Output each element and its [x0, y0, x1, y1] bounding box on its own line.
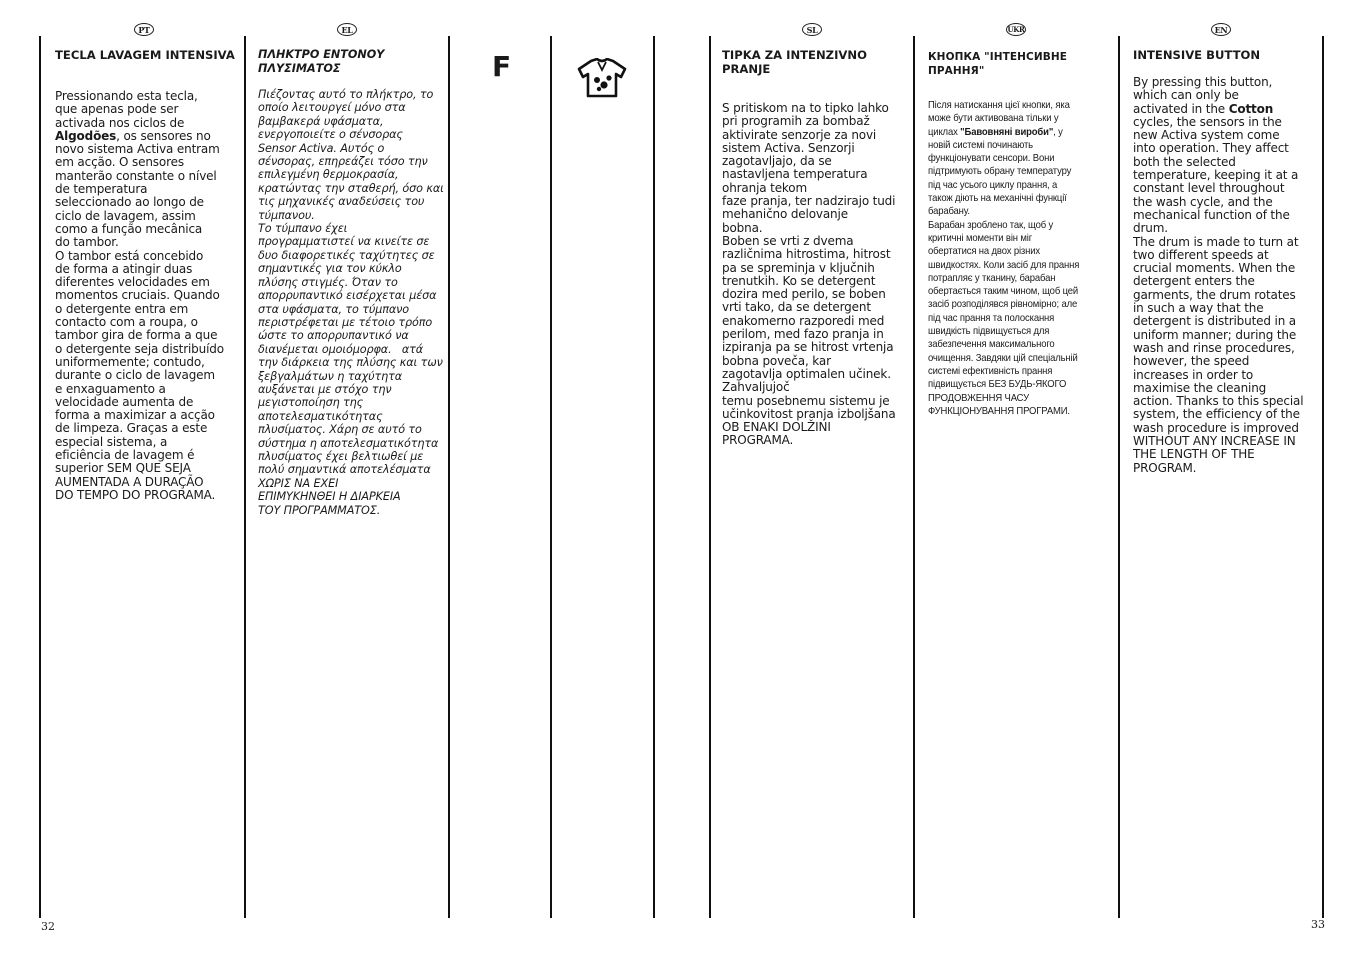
body-line: učinkovitost pranja izboljšana: [722, 406, 896, 421]
body-line: como a função mecânica: [55, 221, 203, 236]
body-line: критичні моменти він міг: [928, 232, 1033, 244]
body-line: ФУНКЦІОНУВАННЯ ПРОГРАМИ.: [928, 405, 1070, 417]
body-line: durante o ciclo de lavagem: [55, 368, 215, 383]
column-divider: [1118, 36, 1120, 918]
body-line: Πιέζοντας αυτό το πλήκτρο, το: [258, 88, 434, 101]
body-line: which can only be: [1133, 88, 1239, 103]
body-line: however, the speed: [1133, 354, 1250, 369]
body-line: faze pranja, ter nadzirajo tudi: [722, 194, 896, 209]
body-line: zagotavlja optimalen učinek.: [722, 366, 891, 381]
body-line: може бути активована тільки у: [928, 113, 1059, 125]
column-divider: [913, 36, 915, 918]
body-line: o detergente entra em: [55, 301, 189, 316]
body-line: την διάρκεια της πλύσης και των: [258, 356, 443, 370]
body-line: функціонувати сенсори. Вони: [928, 153, 1055, 165]
body-line: циклах "Бавовняні вироби", у: [928, 126, 1063, 138]
body-line: nastavljena temperatura: [722, 167, 868, 182]
body-line: in such a way that the: [1133, 301, 1264, 316]
body-line: S pritiskom na to tipko lahko: [722, 101, 889, 115]
body-line: Барабан зроблено так, щоб у: [928, 219, 1054, 231]
section-heading: TIPKA ZA INTENZIVNO PRANJE: [722, 48, 867, 76]
body-line: zagotavljajo, da se: [722, 154, 832, 169]
body-line: ώστε το απορρυπαντικό να: [258, 329, 409, 343]
column-pt: [55, 48, 237, 502]
body-line: izpiranja pa se hitrost vrtenja: [722, 340, 894, 355]
body-line: temu posebnemu sistemu je: [722, 393, 890, 408]
body-line: περιστρέφεται με τέτοιο τρόπο: [258, 315, 433, 329]
body-line: temperature, keeping it at a: [1133, 168, 1299, 183]
body-line: O tambor está concebido: [55, 248, 204, 263]
page-number-left: 32: [41, 920, 55, 933]
body-line: de forma a atingir duas: [55, 261, 193, 276]
section-heading: КНОПКА "ІНТЕНСИВНЕ ПРАННЯ": [928, 51, 1067, 77]
body-line: πλυσίματος έχει βελτιωθεί με: [258, 449, 424, 463]
body-line: dozira med perilo, se boben: [722, 287, 886, 302]
body-line: Algodões, os sensores no: [55, 128, 211, 143]
body-line: uniform manner; during the: [1133, 327, 1297, 342]
body-line: manterão constante o nível: [55, 168, 217, 183]
body-line: AUMENTADA A DURAÇÃO: [55, 474, 204, 489]
body-line: τύμπανου.: [258, 208, 315, 222]
body-line: Після натискання цієї кнопки, яка: [928, 100, 1070, 111]
body-line: diferentes velocidades em: [55, 275, 210, 290]
body-line: de limpeza. Graças a este: [55, 421, 208, 436]
body-line: crucial moments. When the: [1133, 261, 1296, 276]
body-line: wash procedure is improved: [1133, 420, 1299, 435]
body-line: απορρυπαντικό εισέρχεται μέσα: [258, 289, 437, 303]
body-line: потрапляє у тканину, барабан: [928, 272, 1056, 284]
body-line: PROGRAM.: [1133, 460, 1197, 475]
body-line: βαμβακερά υφάσματα,: [258, 114, 384, 128]
body-line: action. Thanks to this special: [1133, 394, 1304, 409]
section-heading: INTENSIVE BUTTON: [1133, 48, 1261, 62]
column-divider: [448, 36, 450, 918]
body-line: підвищується БЕЗ БУДЬ-ЯКОГО: [928, 379, 1067, 391]
body-line: αποτελεσματικότητας: [258, 409, 383, 423]
body-line: Zahvaljujoč: [722, 380, 790, 395]
body-line: ciclo de lavagem, assim: [55, 208, 196, 223]
body-line: the wash cycle, and the: [1133, 194, 1273, 209]
body-line: швидкостях. Коли засіб для прання: [928, 259, 1080, 271]
column-el: [258, 48, 442, 517]
body-line: sistem Activa. Senzorji: [722, 140, 855, 155]
body-line: e enxaguamento a: [55, 381, 166, 396]
body-line: Το τύμπανο έχει: [258, 222, 348, 236]
body-line: aktivirate senzorje za novi: [722, 127, 877, 142]
body-line: σένσορας, επηρεάζει τόσο την: [258, 155, 428, 169]
body-line: forma a maximizar a acção: [55, 408, 215, 423]
body-line: також діють на механічні функції: [928, 193, 1067, 205]
body-line: velocidade aumenta de: [55, 394, 194, 409]
section-letter: F: [492, 50, 512, 83]
body-line: perilom, med fazo pranja in: [722, 327, 884, 342]
body-line: Boben se vrti z dvema: [722, 233, 854, 248]
body-line: novo sistema Activa entram: [55, 142, 220, 157]
body-line: підтримують обрану температуру: [928, 166, 1072, 178]
body-line: both the selected: [1133, 154, 1236, 169]
body-line: seleccionado ao longo de: [55, 195, 204, 210]
body-line: new Activa system come: [1133, 128, 1280, 143]
body-line: različnima hitrostima, hitrost: [722, 247, 891, 262]
body-line: vrti tako, da se detergent: [722, 300, 871, 315]
body-line: ενεργοποιείτε ο σένσορας: [258, 128, 403, 142]
body-line: засіб розподілявся рівномірно; але: [928, 299, 1078, 311]
body-line: detergent is distributed in a: [1133, 314, 1297, 329]
body-line: ΕΠΙΜΥΚΗΝΘΕΙ Η ΔΙΑΡΚΕΙΑ: [258, 490, 401, 504]
body-line: wash and rinse procedures,: [1133, 340, 1295, 355]
body-line: superior SEM QUE SEJA: [55, 461, 191, 476]
section-body: [258, 88, 442, 517]
body-line: The drum is made to turn at: [1133, 234, 1299, 249]
body-line: μεγιστοποίηση της: [258, 396, 364, 410]
body-line: οποίο λειτουργεί μόνο στα: [258, 101, 406, 115]
body-line: Sensor Activa. Αυτός ο: [258, 141, 385, 155]
section-heading: TECLA LAVAGEM INTENSIVA: [55, 48, 235, 62]
body-line: очищення. Завдяки цій спеціальній: [928, 352, 1078, 364]
body-line: забезпечення максимального: [928, 339, 1055, 351]
body-line: στα υφάσματα, το τύμπανο: [258, 302, 410, 316]
body-line: барабану.: [928, 206, 970, 218]
body-line: activada nos ciclos de: [55, 115, 185, 130]
body-line: τις μηχανικές αναδεύσεις του: [258, 195, 425, 209]
body-line: ПРОДОВЖЕННЯ ЧАСУ: [928, 392, 1029, 404]
body-line: system, the efficiency of the: [1133, 407, 1300, 422]
body-line: ΤΟΥ ΠΡΟΓΡΑΜΜΑΤΟΣ.: [258, 503, 381, 517]
body-line: новій системі починають: [928, 139, 1033, 151]
section-body: [1133, 76, 1317, 475]
body-line: momentos cruciais. Quando: [55, 288, 220, 303]
section-heading: ΠΛΗΚΤΡΟ ΕΝΤΟΝΟΥ ΠΛΥΣΙΜΑΤΟΣ: [258, 48, 385, 75]
body-line: By pressing this button,: [1133, 75, 1273, 89]
body-line: cycles, the sensors in the: [1133, 114, 1282, 129]
body-line: πολύ σημαντικά αποτελέσματα: [258, 463, 431, 477]
body-line: PROGRAMA.: [722, 433, 794, 448]
body-line: σημαντικές για τον κύκλο: [258, 262, 402, 276]
body-line: πλύσης στιγμές. Όταν το: [258, 275, 398, 289]
body-line: δυο διαφορετικές ταχύτητες σε: [258, 248, 435, 262]
body-line: do tambor.: [55, 235, 119, 250]
column-ukr: [928, 50, 1114, 418]
body-line: обертається таким чином, щоб цей: [928, 286, 1079, 298]
body-line: THE LENGTH OF THE: [1133, 447, 1255, 462]
language-badge-sl: SL: [802, 23, 822, 36]
body-line: maximise the cleaning: [1133, 380, 1267, 395]
body-line: системі ефективність прання: [928, 365, 1053, 377]
body-line: que apenas pode ser: [55, 102, 179, 117]
body-line: bobna.: [722, 220, 763, 235]
body-line: tambor gira de forma a que: [55, 328, 218, 343]
body-line: especial sistema, a: [55, 434, 168, 449]
body-line: activated in the Cotton: [1133, 101, 1274, 116]
body-line: διανέμεται ομοιόμορφα. ατά: [258, 342, 424, 356]
body-line: ohranja tekom: [722, 180, 808, 195]
body-line: pri programih za bombaž: [722, 114, 870, 129]
body-line: DO TEMPO DO PROGRAMA.: [55, 487, 216, 502]
column-divider: [653, 36, 655, 918]
column-divider: [709, 36, 711, 918]
body-line: detergent enters the: [1133, 274, 1255, 289]
body-line: швидкість підвищується для: [928, 326, 1050, 338]
body-line: garments, the drum rotates: [1133, 287, 1296, 302]
section-body: [55, 90, 237, 502]
body-line: contacto com a roupa, o: [55, 315, 198, 330]
body-line: em acção. O sensores: [55, 155, 184, 170]
body-line: mechanical function of the: [1133, 207, 1290, 222]
language-badge-el: EL: [337, 23, 357, 36]
body-line: increases in order to: [1133, 367, 1254, 382]
section-body: [722, 102, 908, 448]
column-divider: [1322, 36, 1324, 918]
column-en: [1133, 48, 1317, 475]
language-badge-en: EN: [1211, 23, 1231, 36]
body-line: обертатися на двох різних: [928, 246, 1040, 258]
shirt-intensive-wash-icon: [577, 58, 627, 98]
body-line: під час усього циклу прання, а: [928, 179, 1058, 191]
body-line: mehanično delovanje: [722, 207, 848, 222]
body-line: eficiência de lavagem é: [55, 448, 195, 463]
body-line: επιλεγμένη θερμοκρασία,: [258, 168, 399, 182]
body-line: κρατώντας την σταθερή, όσο και: [258, 181, 444, 195]
body-line: constant level throughout: [1133, 181, 1285, 196]
column-divider: [39, 36, 41, 918]
body-line: WITHOUT ANY INCREASE IN: [1133, 434, 1296, 449]
body-line: під час прання та полоскання: [928, 312, 1055, 324]
body-line: enakomerno razporedi med: [722, 313, 885, 328]
body-line: Pressionando esta tecla,: [55, 89, 198, 103]
body-line: de temperatura: [55, 182, 148, 197]
body-line: ΧΩΡΙΣ ΝΑ ΕΧΕΙ: [258, 476, 339, 490]
body-line: o detergente seja distribuído: [55, 341, 224, 356]
language-badge-pt: PT: [134, 23, 154, 36]
body-line: σύστημα η αποτελεσματικότητα: [258, 436, 439, 450]
language-badge-ukr: UKR: [1007, 25, 1025, 34]
body-line: προγραμματιστεί να κινείτε σε: [258, 235, 430, 249]
body-line: drum.: [1133, 221, 1168, 236]
page-number-right: 33: [1311, 918, 1325, 931]
body-line: αυξάνεται με στόχο την: [258, 382, 392, 396]
body-line: two different speeds at: [1133, 247, 1269, 262]
column-divider: [244, 36, 246, 918]
body-line: into operation. They affect: [1133, 141, 1289, 156]
body-line: bobna poveča, kar: [722, 353, 831, 368]
column-sl: [722, 48, 908, 448]
column-divider: [550, 36, 552, 918]
body-line: πλυσίματος. Χάρη σε αυτό το: [258, 423, 422, 437]
body-line: OB ENAKI DOLŽINI: [722, 420, 831, 435]
body-line: ξεβγαλμάτων η ταχύτητα: [258, 369, 403, 383]
section-body: [928, 99, 1114, 418]
body-line: uniformemente; contudo,: [55, 354, 205, 369]
body-line: trenutkih. Ko se detergent: [722, 273, 876, 288]
body-line: pa se spreminja v ključnih: [722, 260, 875, 275]
